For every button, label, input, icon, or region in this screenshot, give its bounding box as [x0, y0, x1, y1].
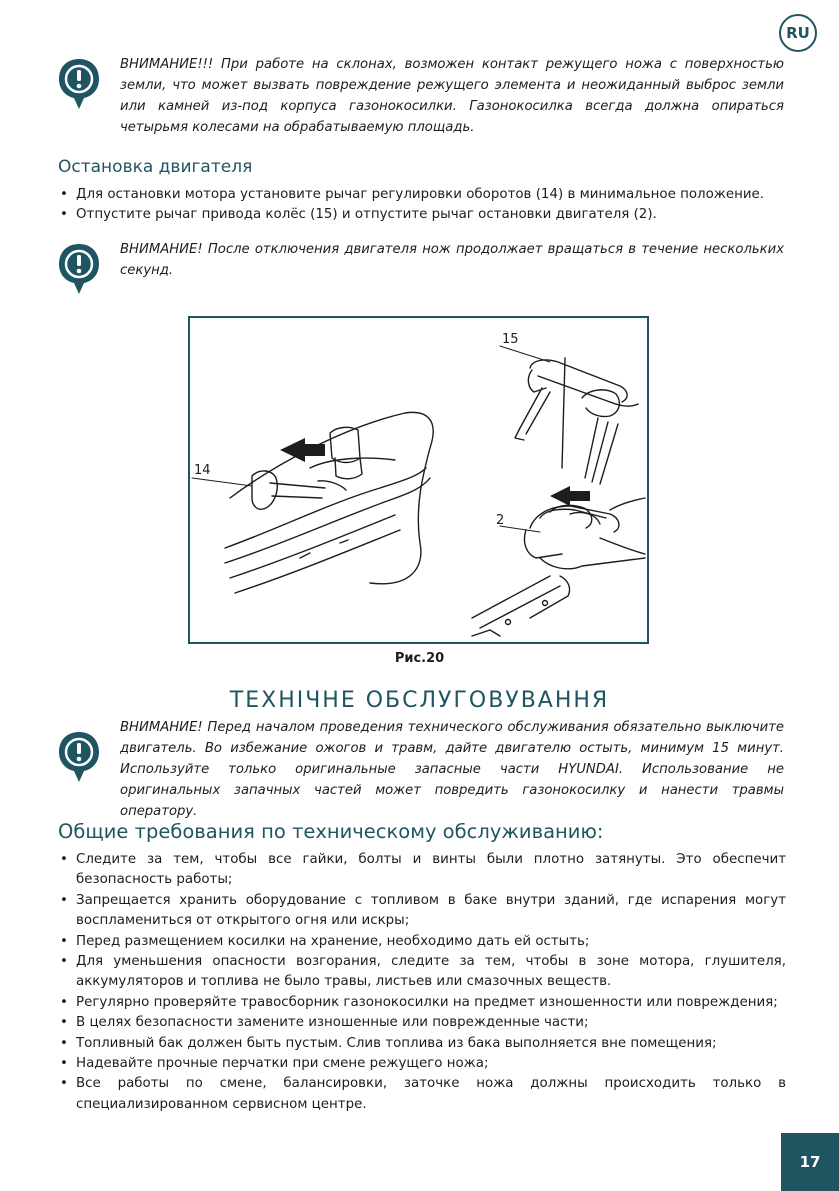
- lawnmower-controls-illustration: [190, 318, 647, 642]
- maintenance-list: [58, 850, 786, 1115]
- warning-icon: [58, 58, 100, 110]
- list-item: • Надевайте прочные перчатки при смене режущего ножа;: [58, 1054, 786, 1074]
- list-item: • Отпустите рычаг привода колёс (15) и отпустите рычаг остановки двигателя (2).: [58, 205, 786, 225]
- list-item: • В целях безопасности замените изношенные или поврежденные части;: [58, 1013, 786, 1033]
- maintenance-heading: Общие требования по техническому обслуживанию:: [58, 820, 604, 843]
- label-14: 14: [194, 463, 211, 478]
- leader-line-14: [192, 478, 252, 486]
- list-item: • Перед размещением косилки на хранение, необходимо дать ей остыть;: [58, 932, 786, 952]
- warning-icon: [58, 731, 100, 783]
- warning-text: ВНИМАНИЕ! После отключения двигателя нож продолжает вращаться в течение нескольких секунд.: [120, 242, 784, 278]
- arrow-left-icon: [550, 486, 590, 506]
- list-item: • Для остановки мотора установите рычаг регулировки оборотов (14) в минимальное положение.: [58, 185, 786, 205]
- leader-line-2: [500, 526, 540, 532]
- list-item: • Топливный бак должен быть пустым. Слив топлива из бака выполняется вне помещения;: [58, 1034, 786, 1054]
- label-2: 2: [496, 513, 505, 528]
- figure-20: [188, 316, 649, 644]
- handle-drive-lever-drawing: [515, 358, 638, 484]
- figure-caption: Рис.20: [394, 651, 445, 666]
- warning-icon: [58, 243, 100, 295]
- section-title: ТЕХНІЧНЕ ОБСЛУГОВУВАННЯ: [229, 688, 610, 713]
- warning-text: ВНИМАНИЕ!!! При работе на склонах, возможен контакт режущего ножа с поверхностью земли, что может вызвать повреждение режущего элемента и неожиданный выброс земли или камней из-под корпуса газонокосилки. Газонокосилка всегда должна опираться четырьмя колесами на обрабатываемую площадь.: [120, 57, 784, 135]
- label-15: 15: [502, 332, 519, 347]
- warning-text: ВНИМАНИЕ! Перед началом проведения технического обслуживания обязательно выключите двигатель. Во избежание ожогов и травм, дайте двигателю остыть, минимум 15 минут. Используйте только оригинальные запасные части HYUNDAI. Использование не оригинальных запачных частей может повредить газонокосилку и нанести травмы оператору.: [120, 720, 784, 819]
- list-item: • Все работы по смене, балансировки, заточке ножа должны происходить только в специализированном сервисном центре.: [58, 1074, 786, 1115]
- language-badge: RU: [779, 14, 817, 52]
- engine-housing-drawing: [225, 412, 433, 593]
- list-item: • Запрещается хранить оборудование с топливом в баке внутри зданий, где испарения могут воспламениться от открытого огня или искры;: [58, 891, 786, 932]
- list-item: • Регулярно проверяйте травосборник газонокосилки на предмет изношенности или повреждения;: [58, 993, 786, 1013]
- engine-stop-list: [58, 185, 786, 226]
- arrow-left-icon: [280, 438, 325, 462]
- list-item: • Следите за тем, чтобы все гайки, болты и винты были плотно затянуты. Это обеспечит безопасность работы;: [58, 850, 786, 891]
- engine-stop-heading: Остановка двигателя: [58, 157, 253, 177]
- list-item: • Для уменьшения опасности возгорания, следите за тем, чтобы в зоне мотора, глушителя, аккумуляторов и топлива не было травы, листьев или смазочных веществ.: [58, 952, 786, 993]
- page-number: 17: [781, 1133, 839, 1191]
- leader-line-15: [500, 346, 550, 362]
